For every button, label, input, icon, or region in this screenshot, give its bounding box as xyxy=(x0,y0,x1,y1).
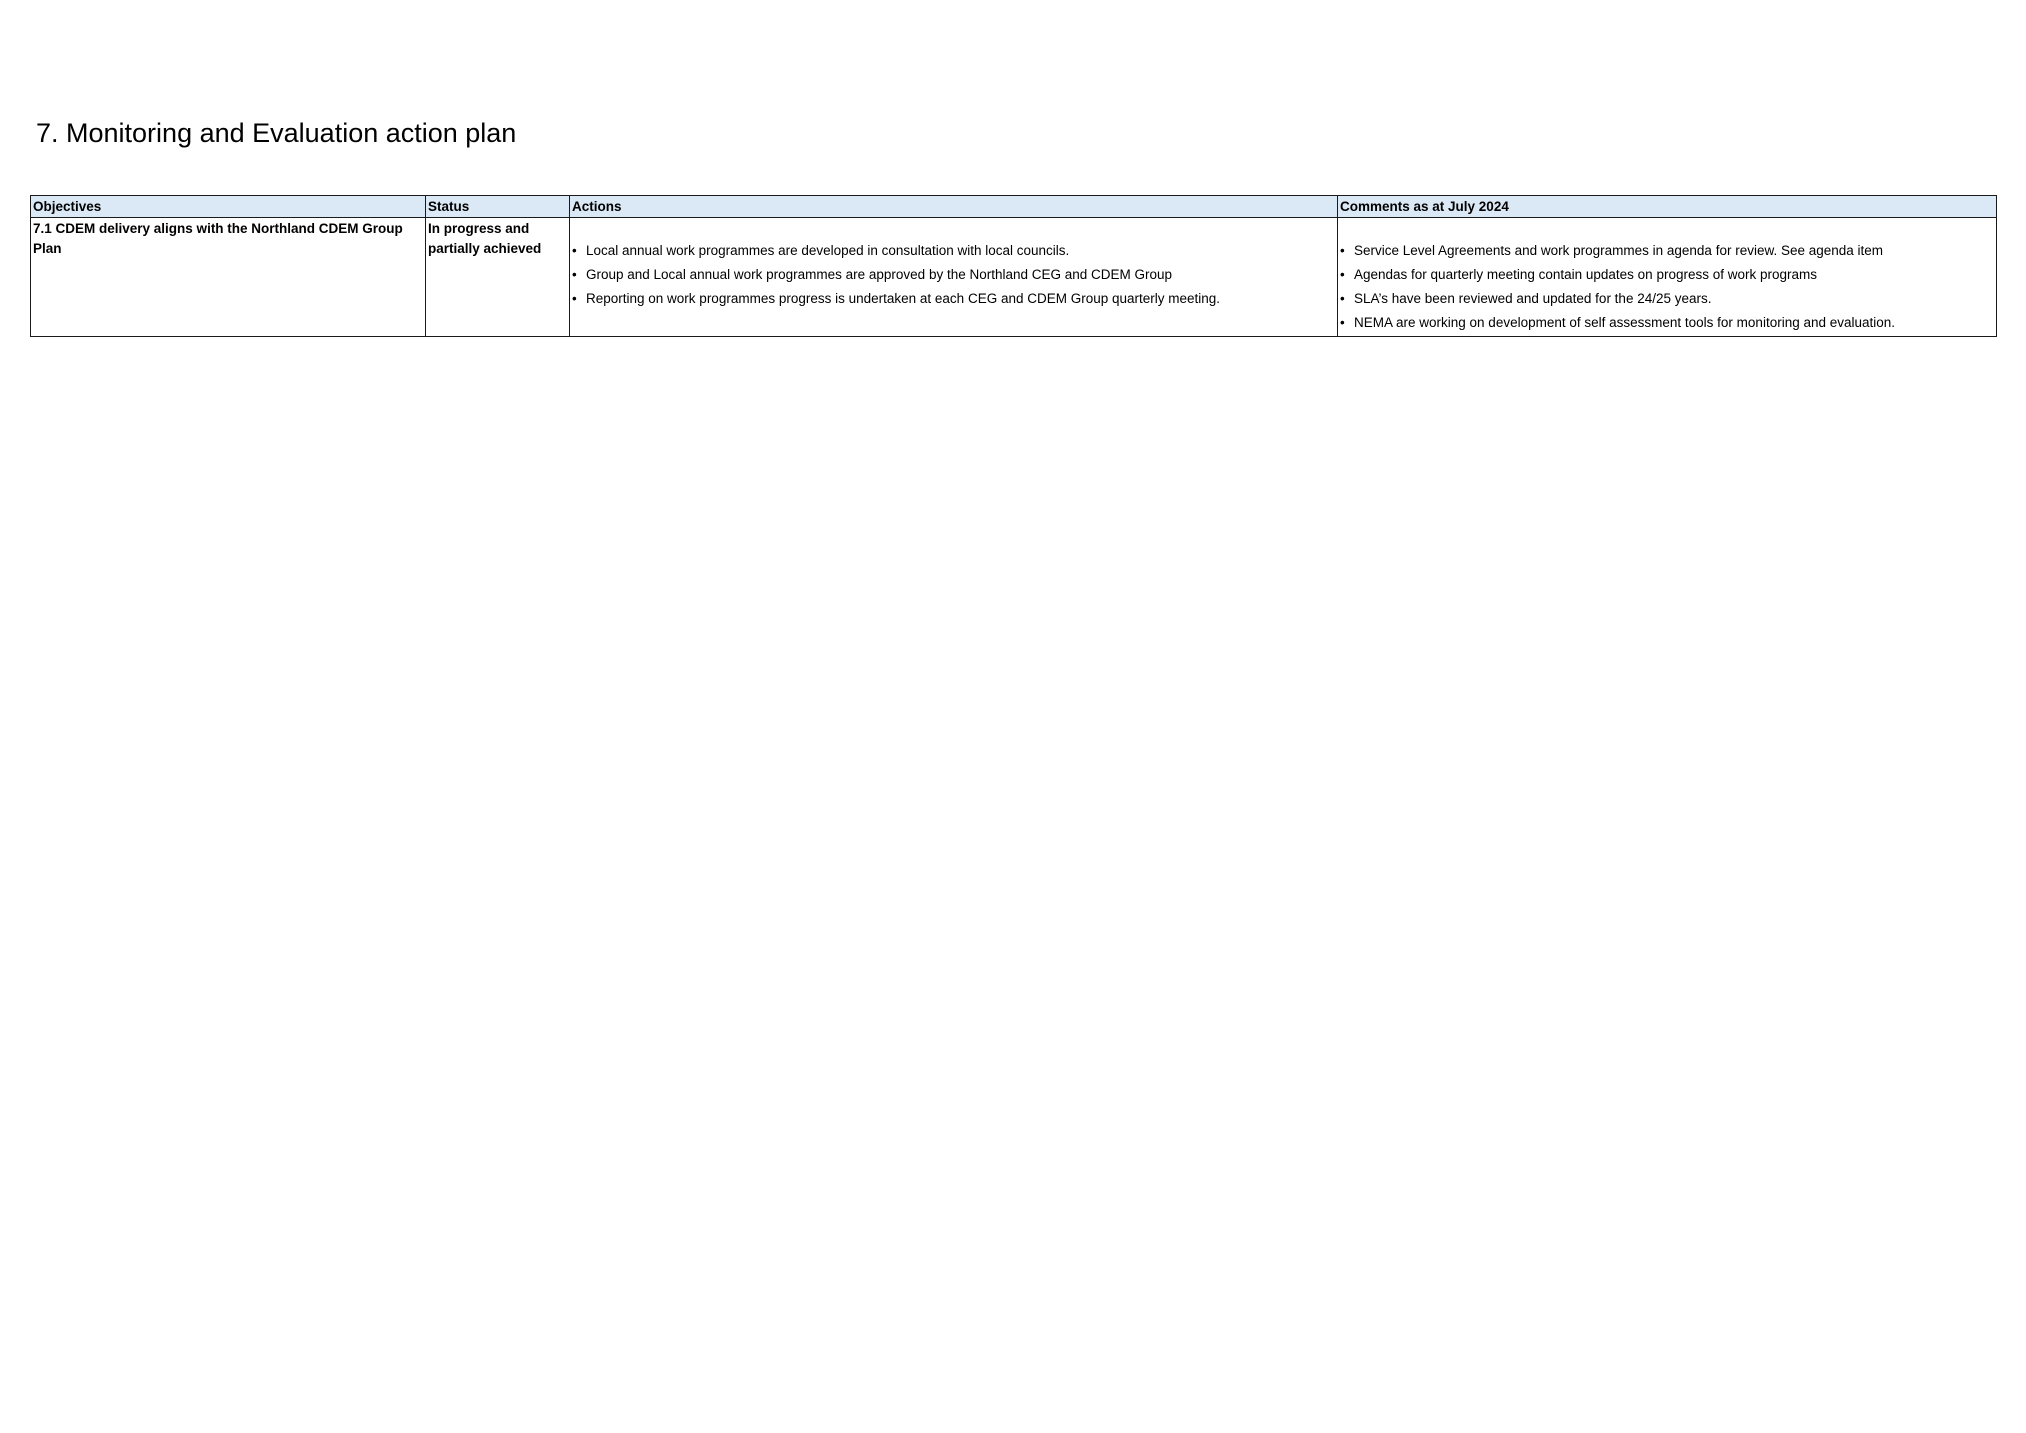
status-cell xyxy=(426,218,570,337)
list-item xyxy=(1340,311,1994,335)
bullet-icon: • xyxy=(1340,267,1345,282)
bullet-icon: • xyxy=(1340,315,1345,330)
action-text: Group and Local annual work programmes are approved by the Northland CEG and CDEM Group xyxy=(586,267,1173,282)
comments-cell xyxy=(1338,218,1997,337)
header-objectives: Objectives xyxy=(31,196,426,218)
bullet-icon: • xyxy=(1340,291,1345,306)
comment-text: SLA’s have been reviewed and updated for the 24/25 years. xyxy=(1354,291,1712,306)
list-item xyxy=(1340,263,1994,287)
header-actions: Actions xyxy=(570,196,1338,218)
comment-text: Agendas for quarterly meeting contain updates on progress of work programs xyxy=(1354,267,1818,282)
header-status: Status xyxy=(426,196,570,218)
bullet-icon: • xyxy=(572,267,577,282)
table-header-row xyxy=(31,196,1997,218)
comments-list xyxy=(1340,219,1994,335)
comment-text: Service Level Agreements and work programmes in agenda for review. See agenda item xyxy=(1354,243,1884,258)
list-item xyxy=(572,263,1335,287)
status-text: In progress and partially achieved xyxy=(428,221,542,256)
action-text: Reporting on work programmes progress is undertaken at each CEG and CDEM Group quarterly meeting. xyxy=(586,291,1221,306)
objective-cell xyxy=(31,218,426,337)
list-item xyxy=(1340,287,1994,311)
actions-cell xyxy=(570,218,1338,337)
actions-list xyxy=(572,219,1335,311)
bullet-icon: • xyxy=(1340,243,1345,258)
page-title: 7. Monitoring and Evaluation action plan xyxy=(36,118,517,148)
list-item xyxy=(572,287,1335,311)
objective-text: 7.1 CDEM delivery aligns with the Northland CDEM Group Plan xyxy=(33,221,403,256)
monitoring-evaluation-table xyxy=(30,195,1997,337)
comment-text: NEMA are working on development of self assessment tools for monitoring and evaluation. xyxy=(1354,315,1896,330)
action-text: Local annual work programmes are developed in consultation with local councils. xyxy=(586,243,1070,258)
bullet-icon: • xyxy=(572,243,577,258)
list-item xyxy=(572,239,1335,263)
bullet-icon: • xyxy=(572,291,577,306)
header-comments: Comments as at July 2024 xyxy=(1338,196,1997,218)
list-item xyxy=(1340,239,1994,263)
table-row xyxy=(31,218,1997,337)
